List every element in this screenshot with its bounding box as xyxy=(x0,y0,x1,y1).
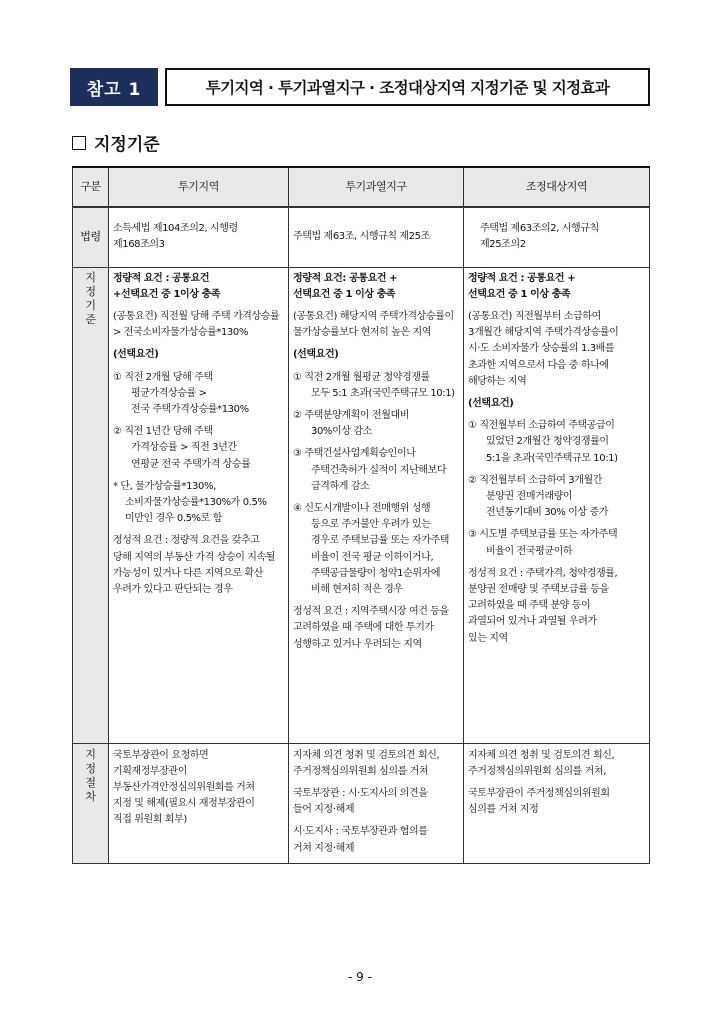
row-label-criteria: 지정기준 xyxy=(73,267,109,743)
reference-header xyxy=(70,68,650,106)
section-title: 지정기준 xyxy=(94,135,160,155)
table-row-procedure xyxy=(73,743,650,863)
criteria-speculation-zone: 정량적 요건 : 공통요건 +선택요건 중 1이상 충족 (공통요건) 직전월 당해 주택 가격상승률 > 전국소비자물가상승률*130% (선택요건) ① 직전 2개월 당해 주택 평균가격상승률 > 전국 주택가격상승률*130% ② 직전 1년간 당해 주택 가격상승률 > 직전 3년간 연평균 전국 주택가격 상승률 * 단, 물가상승률*130%, 소비자물가상승률*130%가 0.5% 미만인 경우 0.5%로 함 정성적 요건 : 정량적 요건을 갖추고 당해 지역의 부동산 가격 상승이 지속될 가능성이 있거나 다른 지역으로 확산 우려가 있다고 판단되는 경우 xyxy=(109,267,289,743)
reference-badge: 참고 1 xyxy=(70,68,158,106)
procedure-speculation-zone: 국토부장관이 요청하면 기획재정부장관이 부동산가격안정심의위원회를 거쳐 지정 및 해제(필요시 재정부장관이 직접 위원회 회부) xyxy=(109,743,289,863)
header-category: 구분 xyxy=(73,167,109,207)
law-overheated-district: 주택법 제63조, 시행규칙 제25조 xyxy=(289,207,464,267)
table-row-criteria xyxy=(73,267,650,743)
page-number: - 9 - xyxy=(348,970,372,984)
procedure-adjustment-area: 지자체 의견 청취 및 검토의견 회신, 주거정책심의위원회 심의를 거쳐, 국토부장관이 주거정책심의위원회 심의를 거쳐 지정 xyxy=(464,743,650,863)
law-speculation-zone: 소득세법 제104조의2, 시행령 제168조의3 xyxy=(109,207,289,267)
header-adjustment-area: 조정대상지역 xyxy=(464,167,650,207)
law-adjustment-area: 주택법 제63조의2, 시행규칙 제25조의2 xyxy=(464,207,650,267)
header-overheated-district: 투기과열지구 xyxy=(289,167,464,207)
criteria-overheated-district: 정량적 요건: 공통요건 + 선택요건 중 1 이상 충족 (공통요건) 해당지역 주택가격상승률이 물가상승률보다 현저히 높은 지역 (선택요건) ① 직전 2개월 월평균 청약경쟁률 모두 5:1 초과(국민주택규모 10:1) ② 주택분양계획이 전월대비 30%이상 감소 ③ 주택건설사업계획승인이나 주택건축허가 실적이 지난해보다 급격하게 감소 ④ 신도시개발이나 전매행위 성행 등으로 주거불안 우려가 있는 경우로 주택보급률 또는 자가주택 비율이 전국 평균 이하이거나, 주택공급물량이 청약1순위자에 비해 현저히 적은 경우 정성적 요건 : 지역주택시장 여건 등을 고려하였을 때 주택에 대한 투기가 성행하고 있거나 우려되는 지역 xyxy=(289,267,464,743)
page-title: 투기지역 · 투기과열지구 · 조정대상지역 지정기준 및 지정효과 xyxy=(165,68,650,106)
row-label-procedure: 지정절차 xyxy=(73,743,109,863)
row-label-law: 법령 xyxy=(73,207,109,267)
criteria-table xyxy=(72,166,650,864)
criteria-adjustment-area: 정량적 요건 : 공통요건 + 선택요건 중 1 이상 충족 (공통요건) 직전월부터 소급하여 3개월간 해당지역 주택가격상승률이 시·도 소비자물가 상승률의 1.3배를 초과한 지역으로서 다음 중 하나에 해당하는 지역 (선택요건) ① 직전월부터 소급하여 주택공급이 있었던 2개월간 청약경쟁률이 5:1을 초과(국민주택규모 10:1) ② 직전월부터 소급하여 3개월간 분양권 전매거래량이 전년동기대비 30% 이상 증가 ③ 시도별 주택보급률 또는 자가주택 비율이 전국평균이하 정성적 요건 : 주택가격, 청약경쟁률, 분양권 전매량 및 주택보급률 등을 고려하였을 때 주택 분양 등이 과열되어 있거나 과열될 우려가 있는 지역 xyxy=(464,267,650,743)
section-heading xyxy=(72,130,160,155)
procedure-overheated-district: 지자체 의견 청취 및 검토의견 회신, 주거정책심의위원회 심의를 거쳐 국토부장관 : 시·도지사의 의견을 들어 지정·해제 시·도지사 : 국토부장관과 협의를 거쳐 지정·해제 xyxy=(289,743,464,863)
table-header-row xyxy=(73,167,650,207)
square-bullet-icon xyxy=(72,136,86,150)
table-row-law xyxy=(73,207,650,267)
header-speculation-zone: 투기지역 xyxy=(109,167,289,207)
